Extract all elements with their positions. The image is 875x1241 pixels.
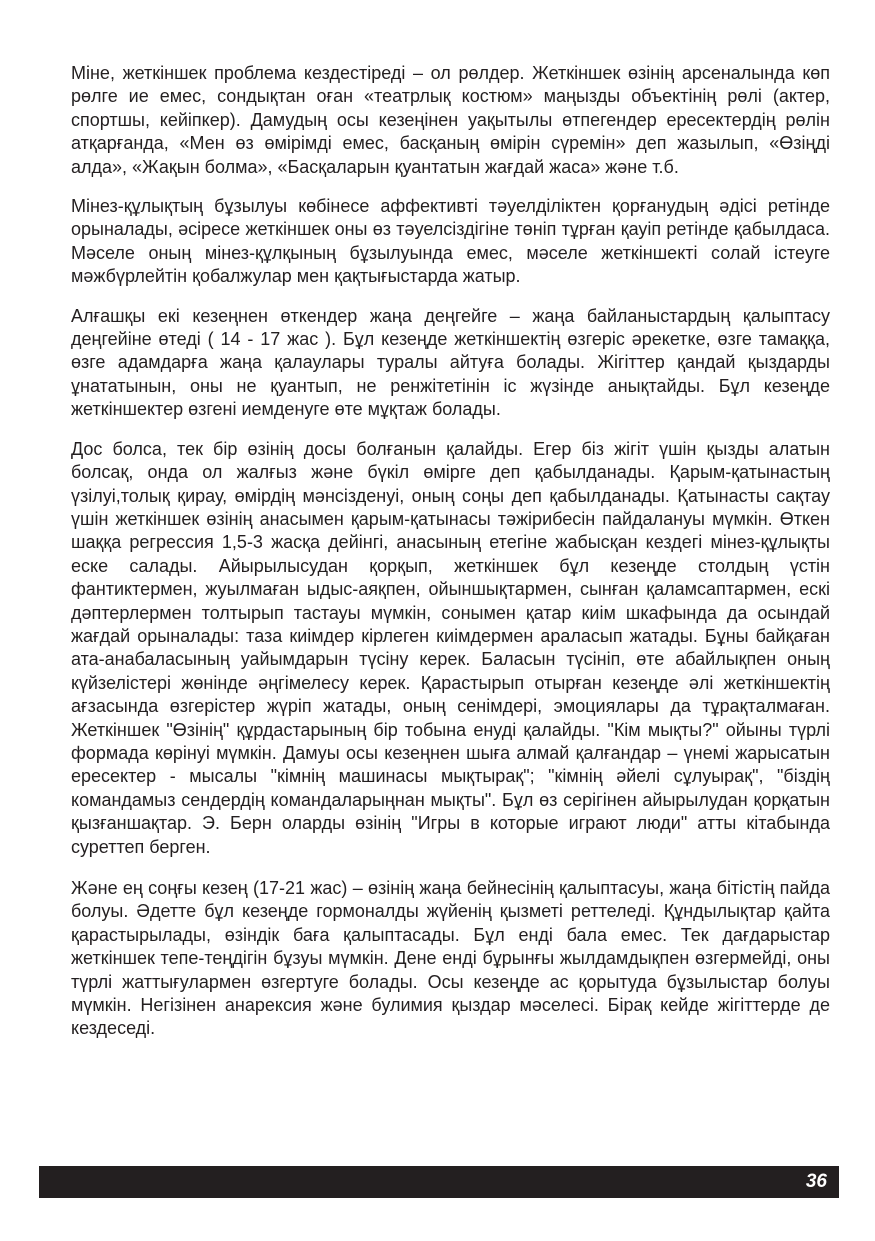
paragraph: Мінез-құлықтың бұзылуы көбінесе аффективті тәуелділіктен қорғанудың әдісі ретінде орыналады, әсіресе жеткіншек оны өз тәуелсіздігіне төніп тұрған қауіп ретінде қабылдаса. Мәселе оның мінез-құлқының бұзылуында емес, мәселе жеткіншекті солай істеуге мәжбүрлейтін қобалжулар мен қақтығыстарда жатыр.	[71, 196, 830, 287]
paragraph: Алғашқы екі кезеңнен өткендер жаңа деңгейге – жаңа байланыстардың қалыптасу деңгейіне өтеді ( 14 - 17 жас ). Бұл кезеңде жеткіншектің өзгеріс әрекетке, өзге тамаққа, өзге адамдарға жаңа қалаулары туралы айтуға болады. Жігіттер қандай қыздарды ұнататынын, оны не қуантып, не ренжітетінін іс жүзінде анықтайды. Бұл кезеңде жеткіншектер өзгені иемденуге өте мұқтаж болады.	[71, 305, 830, 420]
footer-bar	[39, 1166, 839, 1198]
paragraph: Дос болса, тек бір өзінің досы болғанын қалайды. Егер біз жігіт үшін қызды алатын болсақ, онда ол жалғыз және бүкіл өмірге деп қабылданады. Қарым-қатынастың үзілуі,толық қирау, өмірдің мәнсізденуі, оның соңы деп қабылданады. Қатынасты сақтау үшін жеткіншек өзінің анасымен қарым-қатынасы тәжірибесін пайдалануы мүмкін. Өткен шаққа регрессия 1,5-3 жасқа дейінгі, анасының етегіне жабысқан кездегі мінез-құлықты еске салады. Айырылысудан қорқып, жеткіншек бұл кезеңде столдың үстін фантиктермен, жуылмаған ыдыс-аяқпен, ойыншықтармен, сынған қаламсаптармен, ескі дәптерлермен толтырып тастауы мүмкін, сонымен қатар киім шкафында да осындай жағдай орыналады: таза киімдер кірлеген киімдермен араласып жатады. Бұны байқаған ата-анабаласының уайымдарын түсіну керек. Баласын түсініп, өте абайлықпен оның күйзелістері жөнінде әңгімелесу керек. Қарастырып отырған кезеңде әлі жеткіншектің ағзасында өзгерістер жүріп жатады, оның сенімдері, эмоциялары да тұрақталмаған. Жеткіншек "Өзінің" құрдастарының бір тобына енуді қалайды. "Кім мықты?" ойыны түрлі формада көрінуі мүмкін. Дамуы осы кезеңнен шыға алмай қалғандар – үнемі жарысатын ересектер - мысалы "кімнің машинасы мықтырақ"; "кімнің әйелі сұлуырақ", "біздің командамыз сендердің командаларыңнан мықты". Бұл өз серігінен айырылудан қорқатын қызғаншақтар. Э. Берн оларды өзінің "Игры в которые играют люди" атты кітабында суреттеп берген.	[71, 438, 830, 857]
page-number: 36	[805, 1171, 827, 1192]
paragraph: Міне, жеткіншек проблема кездестіреді – ол рөлдер. Жеткіншек өзінің арсеналында көп рөлге ие емес, сондықтан оған «театрлық костюм» маңызды объектінің рөлі (актер, спортшы, кейіпкер). Дамудың осы кезеңінен уақытылы өтпегендер ересектердің рөлін атқарғанда, «Мен өз өмірімді емес, басқаның өмірін сүремін» деп жазылып, «Өзіңді алда», «Жақын болма», «Басқаларын қуантатын жағдай жаса» және т.б.	[71, 63, 830, 177]
page-body	[71, 62, 830, 1057]
paragraph: Және ең соңғы кезең (17-21 жас) – өзінің жаңа бейнесінің қалыптасуы, жаңа бітістің пайда болуы. Әдетте бұл кезеңде гормоналды жүйенің қызметі реттеледі. Құндылықтар қайта қарастырылады, өзіндік баға қалыптасады. Бұл енді бала емес. Тек дағдарыстар жеткіншек тепе-теңдігін бұзуы мүмкін. Дене енді бұрынғы жылдамдықпен өзгермейді, оны түрлі жаттығулармен өзгертуге болады. Осы кезеңде ас қорытуда бұзылыстар болуы мүмкін. Негізінен анарексия және булимия қыздар мәселесі. Бірақ кейде жігіттерде де кездеседі.	[71, 878, 830, 1039]
